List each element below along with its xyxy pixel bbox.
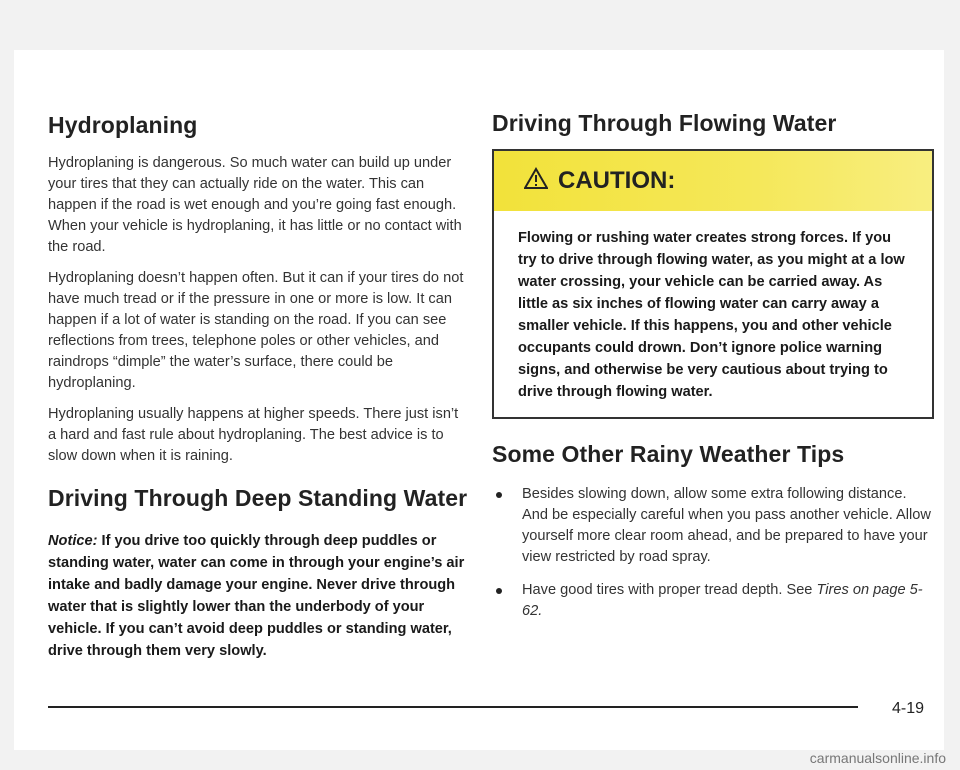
notice-label: Notice: — [48, 533, 98, 549]
manual-page — [14, 50, 944, 750]
caution-title: CAUTION: — [558, 167, 676, 194]
warning-triangle-icon — [524, 167, 548, 196]
list-item — [492, 580, 934, 622]
left-column — [48, 112, 468, 662]
list-item — [492, 484, 934, 568]
site-watermark[interactable]: carmanualsonline.info — [809, 750, 946, 766]
page-number: 4-19 — [892, 700, 925, 717]
tip-text: Besides slowing down, allow some extra following distance. And be especially careful when you pass another vehicle. Allow yourself more clear room ahead, and be prepared to have your view restricted by road spray. — [522, 486, 931, 565]
tips-list — [492, 484, 934, 622]
bullet-icon — [496, 492, 502, 498]
caution-header — [494, 151, 932, 211]
tires-page-reference[interactable]: Tires on page 5-62. — [522, 582, 923, 619]
hydroplaning-paragraph-3: Hydroplaning usually happens at higher speeds. There just isn’t a hard and fast rule about hydroplaning. The best advice is to slow down when it is raining. — [48, 406, 459, 464]
notice-text: If you drive too quickly through deep puddles or standing water, water can come in through your engine’s air intake and badly damage your engine. Never drive through water that is slightly lower than the underbody of your vehicle. If you can’t avoid deep puddles or standing water, drive through them very slowly. — [48, 533, 465, 659]
heading-deep-standing-water: Driving Through Deep Standing Water — [48, 485, 468, 511]
tip-text: Have good tires with proper tread depth. See — [522, 582, 817, 598]
caution-text: Flowing or rushing water creates strong forces. If you try to drive through flowing water, as you might at a low water crossing, your vehicle can be carried away. As little as six inches of flowing water can carry away a smaller vehicle. If this happens, you and other vehicle occupants could drown. Don’t ignore police warning signs, and otherwise be very cautious about trying to drive through flowing water. — [518, 230, 905, 400]
footer-rule — [48, 706, 858, 708]
hydroplaning-paragraph-1: Hydroplaning is dangerous. So much water can build up under your tires that they can actually ride on the water. This can happen if the road is wet enough and you’re going fast enough. When your vehicle is hydroplaning, it has little or no contact with the road. — [48, 155, 462, 255]
heading-rainy-weather-tips: Some Other Rainy Weather Tips — [492, 441, 845, 467]
caution-box — [492, 149, 934, 419]
bullet-icon — [496, 588, 502, 594]
hydroplaning-paragraph-2: Hydroplaning doesn’t happen often. But it can if your tires do not have much tread or if the pressure in one or more is low. It can happen if a lot of water is standing on the road. If you can see reflections from trees, telephone poles or other vehicles, and raindrops “dimple” the water’s surface, there could be hydroplaning. — [48, 270, 464, 391]
notice-block — [48, 530, 468, 662]
heading-flowing-water: Driving Through Flowing Water — [492, 110, 837, 136]
right-column — [492, 110, 934, 634]
heading-hydroplaning: Hydroplaning — [48, 112, 198, 138]
